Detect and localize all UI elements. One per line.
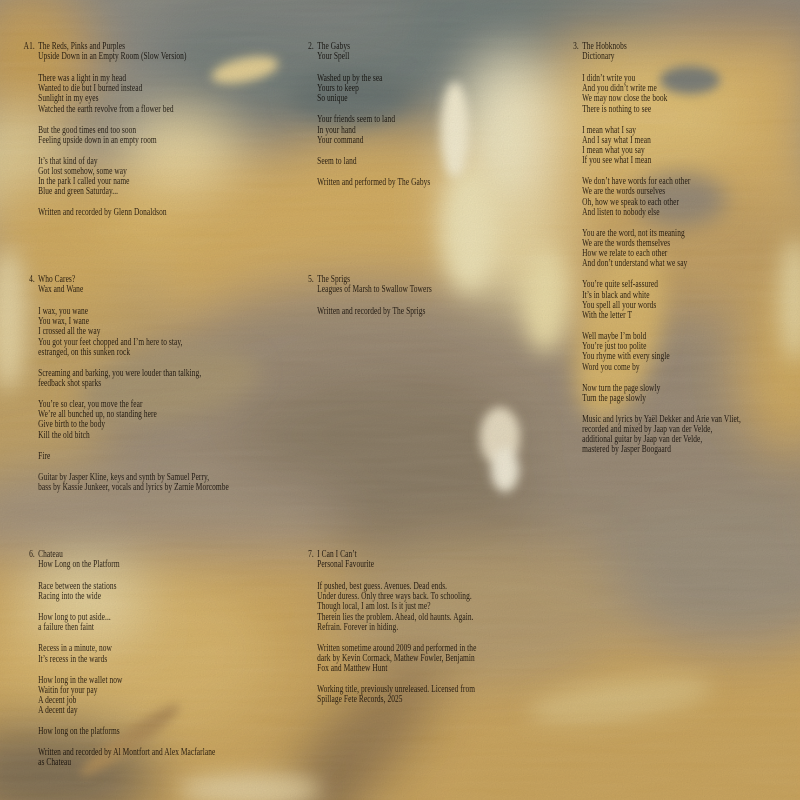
track-lyrics (317, 74, 430, 188)
lyric-line: If pushed, best guess. Avenues. Dead ends. (317, 581, 448, 592)
lyric-line: You rhyme with every single (582, 351, 670, 363)
track-title: Leagues of Marsh to Swallow Towers (317, 284, 432, 296)
lyric-line: I crossed all the way (38, 326, 101, 338)
stanza (582, 177, 741, 218)
stanza (38, 369, 229, 389)
lyric-line: Working title, previously unreleased. Licensed from (317, 684, 476, 696)
lyric-line: Written and recorded by The Sprigs (317, 306, 426, 317)
lyric-line: Therein lies the problem. Ahead, old haunts. Again. (317, 611, 474, 623)
track-lyrics (38, 582, 215, 769)
stanza (317, 685, 476, 705)
stanza (38, 307, 229, 358)
lyric-line: Seem to land (317, 155, 357, 167)
lyric-line: Wanted to die but I burned instead (38, 83, 143, 95)
lyric-line: You got your feet chopped and I’m here to stay, (38, 336, 183, 348)
lyric-line: I didn’t write you (582, 73, 636, 84)
track-artist: Who Cares? (38, 274, 76, 285)
track-number: 3. (573, 41, 579, 52)
lyric-line: So unique (317, 93, 348, 105)
track-artist: I Can I Can’t (317, 549, 357, 560)
stanza (38, 126, 186, 146)
lyric-line: But the good times end too soon (38, 124, 137, 136)
stanza (317, 644, 476, 675)
lyric-line: Word you come by (582, 361, 640, 373)
lyric-line: additional guitar by Jaap van der Velde, (582, 434, 703, 446)
lyric-line: Give birth to the body (38, 419, 106, 431)
stanza (38, 727, 215, 737)
lyric-line: Your command (317, 134, 364, 146)
lyric-line: Got lost somehow, some way (38, 166, 127, 178)
track-block-5 (299, 275, 479, 317)
lyric-line: Feeling upside down in an empty room (38, 134, 157, 146)
track-number: 5. (308, 274, 314, 285)
lyric-line: We are the words themselves (582, 238, 671, 250)
lyric-line: A decent job (38, 695, 77, 707)
lyric-line: Refrain. Forever in hiding. (317, 621, 399, 633)
track-block-3 (564, 42, 800, 456)
lyric-line: estranged, on this sunken rock (38, 346, 131, 358)
stanza (317, 178, 430, 188)
lyric-line: Now turn the page slowly (582, 382, 661, 394)
lyric-line: You wax, I wane (38, 316, 90, 328)
lyric-line: Guitar by Jasper Kline, keys and synth by Samuel Perry, (38, 471, 210, 483)
stanza (38, 452, 229, 462)
lyric-line: Sunlight in my eyes (38, 93, 99, 105)
lyric-line: Spillage Fete Records, 2025 (317, 694, 403, 706)
lyric-line: mastered by Jasper Boogaard (582, 444, 672, 456)
track-block-a1 (20, 42, 245, 219)
stanza (582, 332, 741, 373)
lyric-line: Well maybe I’m bold (582, 331, 647, 343)
stanza (38, 676, 215, 717)
lyric-line: We are the words ourselves (582, 186, 666, 198)
stanza (317, 307, 432, 317)
lyric-line: In the park I called your name (38, 176, 130, 188)
lyric-line: Racing into the wide (38, 591, 102, 603)
lyric-line: It’s recess in the wards (38, 653, 108, 665)
lyric-line: Written and recorded by Al Montfort and Alex Macfarlane (38, 747, 216, 759)
stanza (317, 74, 430, 105)
stanza (38, 582, 215, 602)
lyric-line: Under duress. Only three ways back. To schooling. (317, 591, 472, 603)
stanza (582, 280, 741, 321)
lyric-line: Watched the earth revolve from a flower bed (38, 103, 174, 115)
lyric-line: dark by Kevin Cormack, Mathew Fowler, Benjamin (317, 653, 475, 665)
lyric-line: I mean what you say (582, 145, 645, 157)
lyric-line: We may now close the book (582, 93, 668, 105)
track-block-2 (299, 42, 477, 188)
track-block-6 (20, 550, 284, 769)
lyric-line: Fox and Matthew Hunt (317, 663, 388, 675)
track-number: 7. (308, 549, 314, 560)
lyric-line: How long in the wallet now (38, 674, 123, 686)
lyric-line: In your hand (317, 124, 356, 136)
stanza (582, 126, 741, 167)
track-artist: The Sprigs (317, 274, 351, 285)
lyric-line: You’re quite self-assured (582, 279, 659, 291)
track-number: A1. (23, 41, 35, 52)
lyric-line: Though local, I am lost. Is it just me? (317, 601, 431, 613)
stanza (38, 400, 229, 441)
track-lyrics (317, 582, 476, 706)
stanza (38, 74, 186, 115)
track-artist: The Hobknobs (582, 41, 627, 52)
lyric-line: If you see what I mean (582, 155, 652, 167)
lyric-line: Your friends seem to land (317, 114, 396, 126)
track-title: Dictionary (582, 51, 615, 63)
track-lyrics (582, 74, 741, 456)
lyric-line: How long on the platforms (38, 726, 120, 738)
stanza (317, 157, 430, 167)
stanza (38, 157, 186, 198)
track-lyrics (317, 307, 432, 317)
lyric-line: Waitin for your pay (38, 684, 98, 696)
lyric-line: You’re just too polite (582, 341, 647, 353)
lyric-line: Written sometime around 2009 and performed in the (317, 642, 477, 654)
lyric-line: And listen to nobody else (582, 206, 660, 218)
stanza (38, 748, 215, 768)
lyric-line: Music and lyrics by Yaël Dekker and Arie van Vliet, (582, 413, 741, 425)
lyric-line: It’s that kind of day (38, 155, 98, 167)
lyric-line: There was a light in my head (38, 73, 127, 84)
track-number: 4. (29, 274, 35, 285)
lyric-line: And don’t understand what we say (582, 258, 688, 270)
lyric-line: And you didn’t write me (582, 83, 657, 95)
lyric-line: bass by Kassie Junkeer, vocals and lyrics by Zarnie Morcombe (38, 481, 229, 493)
lyric-line: And I say what I mean (582, 134, 651, 146)
lyric-line: A decent day (38, 705, 78, 717)
stanza (38, 613, 215, 633)
track-block-4 (20, 275, 302, 493)
lyric-line: Written and performed by The Gabys (317, 176, 431, 188)
stanza (38, 644, 215, 664)
track-lyrics (38, 74, 186, 219)
track-number: 6. (29, 549, 35, 560)
lyric-line: How long to put aside... (38, 612, 111, 624)
track-lyrics (38, 307, 229, 493)
lyric-line: a failure then faint (38, 622, 95, 634)
track-title: Your Spell (317, 51, 350, 63)
lyric-line: Kill the old bitch (38, 429, 90, 441)
stanza (582, 415, 741, 456)
track-title: Personal Favourite (317, 559, 375, 571)
track-artist: The Reds, Pinks and Purples (38, 41, 126, 52)
lyric-line: Race between the stations (38, 581, 117, 592)
stanza (317, 582, 476, 633)
lyric-line: You spell all your words (582, 299, 657, 311)
lyric-line: Recess in a minute, now (38, 643, 112, 655)
stanza (582, 74, 741, 115)
lyric-line: Fire (38, 450, 51, 462)
track-artist: Chateau (38, 549, 63, 560)
stanza (38, 208, 186, 218)
lyric-line: Screaming and barking, you were louder than talking, (38, 367, 202, 379)
lyric-line: There is nothing to see (582, 103, 652, 115)
lyric-line: We don’t have words for each other (582, 176, 691, 188)
lyric-line: How we relate to each other (582, 248, 668, 260)
track-block-7 (299, 550, 539, 706)
track-title: Upside Down in an Empty Room (Slow Version) (38, 51, 187, 63)
track-number: 2. (308, 41, 314, 52)
track-title: Wax and Wane (38, 284, 84, 296)
track-artist: The Gabys (317, 41, 351, 52)
stanza (582, 229, 741, 270)
lyric-line: Blue and green Saturday... (38, 186, 119, 198)
lyric-line: I mean what I say (582, 124, 636, 136)
lyric-line: You are the word, not its meaning (582, 227, 685, 239)
lyric-line: Washed up by the sea (317, 73, 383, 84)
lyric-line: We’re all bunched up, no standing here (38, 409, 157, 421)
lyric-line: You’re so clear, you move the fear (38, 399, 143, 411)
lyric-line: Yours to keep (317, 83, 359, 95)
lyric-line: Turn the page slowly (582, 392, 647, 404)
lyric-line: With the letter T (582, 310, 633, 322)
lyric-line: feedback shot sparks (38, 378, 102, 390)
lyric-line: It’s in black and white (582, 289, 650, 301)
stanza (582, 384, 741, 404)
stanza (317, 115, 430, 146)
lyric-line: as Chateau (38, 757, 72, 769)
lyric-line: Written and recorded by Glenn Donaldson (38, 207, 167, 219)
lyric-line: recorded and mixed by Jaap van der Velde, (582, 424, 713, 436)
stanza (38, 473, 229, 493)
lyric-line: I wax, you wane (38, 306, 89, 317)
track-title: How Long on the Platform (38, 559, 120, 571)
lyric-line: Oh, how we speak to each other (582, 196, 680, 208)
